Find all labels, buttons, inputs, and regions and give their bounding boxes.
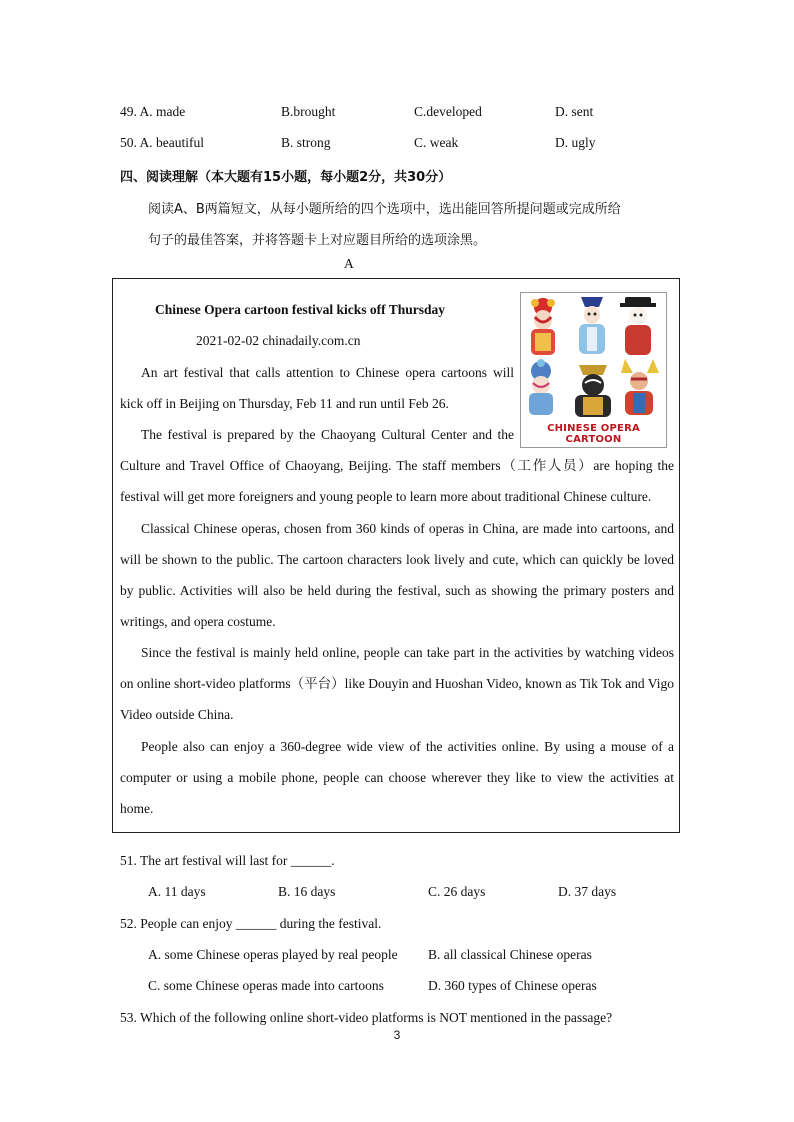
q51-option-c: C. 26 days [428,884,486,899]
q51-stem: 51. The art festival will last for ______. [120,853,335,868]
article-paragraph-4: Since the festival is mainly held online, people can take part in the activities by watching videos on online short-video platforms（平台）like Douyin and Huoshan Video, known as Tik Tok and Vigo Video outside China. [120,645,674,722]
q52-option-c: C. some Chinese operas made into cartoons [148,978,384,993]
q52-option-b: B. all classical Chinese operas [428,947,592,962]
q52-stem: 52. People can enjoy ______ during the festival. [120,916,382,931]
q49-option-c: C.developed [414,104,482,119]
article-paragraph-5: People also can enjoy a 360-degree wide view of the activities online. By using a mouse of a computer or using a mobile phone, people can choose wherever they like to view the activities at home. [120,739,674,816]
article-paragraph-1-text: An art festival that calls attention to Chinese opera cartoons will kick off in Beijing on Thursday, Feb 11 and run until Feb 26. [120,365,514,411]
q52-option-a: A. some Chinese operas played by real people [148,947,398,962]
q51-option-b: B. 16 days [278,884,336,899]
passage-label: A [344,256,354,271]
page-number: 3 [393,1028,401,1042]
article-paragraph-3: Classical Chinese operas, chosen from 360 kinds of operas in China, are made into cartoons, and will be shown to the public. The cartoon characters look lively and cute, which can quickly be loved by public. Activities will also be held during the festival, such as showing the primary posters and writings, and opera costume. [120,521,674,629]
q51-option-a: A. 11 days [148,884,206,899]
q50-option-d: D. ugly [555,135,596,150]
poster-caption: CHINESE OPERA CARTOON [547,423,640,445]
poster-spacer [514,357,674,450]
instructions-line-1: 阅读A、B两篇短文，从每小题所给的四个选项中，选出能回答所提问题或完成所给 [148,202,621,217]
q52-option-d: D. 360 types of Chinese operas [428,978,597,993]
q49-option-b: B.brought [281,104,336,119]
q49-option-d: D. sent [555,104,594,119]
article-title: Chinese Opera cartoon festival kicks off Thursday [155,302,446,317]
q51-option-d: D. 37 days [558,884,617,899]
article-paragraph-1 [120,357,674,512]
article-dateline: 2021-02-02 chinadaily.com.cn [196,333,361,348]
q50-option-b: B. strong [281,135,331,150]
q49-option-a: 49. A. made [120,104,186,119]
q50-option-a: 50. A. beautiful [120,135,204,150]
instructions-line-2: 句子的最佳答案，并将答题卡上对应题目所给的选项涂黑。 [148,233,487,248]
q50-option-c: C. weak [414,135,459,150]
q53-stem: 53. Which of the following online short-video platforms is NOT mentioned in the passage? [120,1010,613,1025]
article-paragraph-2-text: The festival is prepared by the Chaoyang Cultural Center and the Culture and Travel Office of Chaoyang, Beijing. The staff members（工作人员）are hoping the festival will get more foreigners and young people to learn more about traditional Chinese culture. [120,427,674,504]
section-heading: 四、阅读理解（本大题有15小题，每小题2分，共30分） [120,170,452,185]
